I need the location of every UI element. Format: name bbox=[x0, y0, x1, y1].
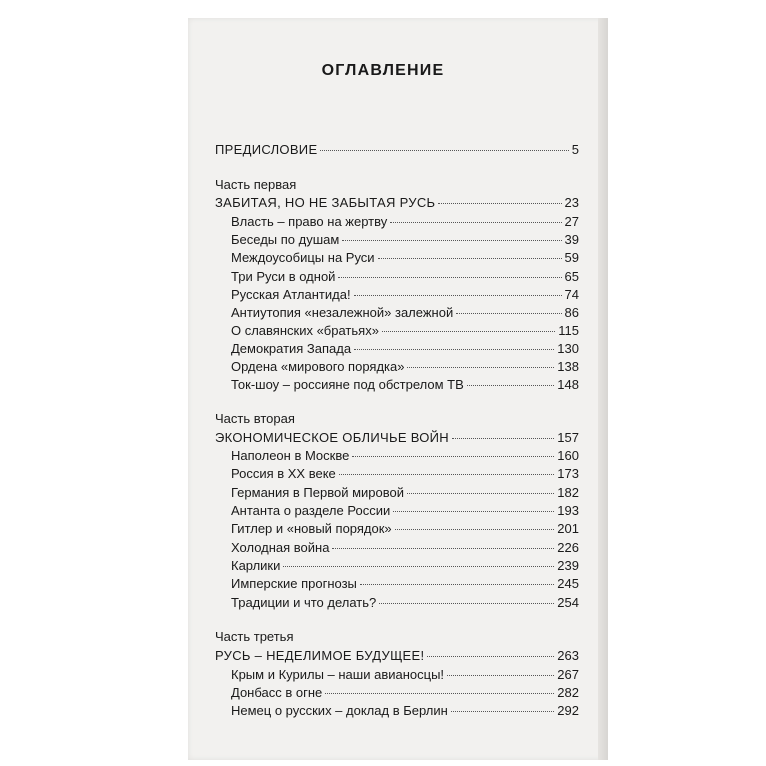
toc-entry bbox=[231, 447, 579, 465]
leader-dots bbox=[325, 693, 554, 694]
toc-title: ОГЛАВЛЕНИЕ bbox=[321, 62, 445, 79]
toc-entry-label: Немец о русских – доклад в Берлин bbox=[231, 703, 448, 718]
toc-entry-label: Карлики bbox=[231, 558, 281, 573]
toc-entry bbox=[231, 465, 579, 483]
leader-dots bbox=[354, 295, 562, 296]
toc-entry bbox=[231, 286, 579, 304]
toc-entry-label: Наполеон в Москве bbox=[231, 448, 350, 463]
toc-entry-label: Антанта о разделе России bbox=[231, 503, 391, 518]
toc-entry-page: 282 bbox=[557, 685, 579, 700]
toc-entry-page: 86 bbox=[564, 305, 579, 320]
toc-entry-label: Россия в XX веке bbox=[231, 466, 336, 481]
toc-entry-page: 138 bbox=[557, 359, 579, 374]
toc-part-heading bbox=[215, 429, 579, 447]
toc-entry bbox=[231, 557, 579, 575]
toc-entry-label: Междоусобицы на Руси bbox=[231, 250, 375, 265]
leader-dots bbox=[393, 511, 554, 512]
toc-entry-label: ЗАБИТАЯ, НО НЕ ЗАБЫТАЯ РУСЬ bbox=[215, 195, 436, 210]
toc-entry-label: Демократия Запада bbox=[231, 341, 352, 356]
leader-dots bbox=[407, 493, 554, 494]
leader-dots bbox=[352, 456, 554, 457]
leader-dots bbox=[378, 258, 562, 259]
toc-entry bbox=[231, 322, 579, 340]
toc-entry-label: Имперские прогнозы bbox=[231, 576, 357, 591]
toc-entry bbox=[231, 594, 579, 612]
toc-entry-page: 23 bbox=[564, 195, 579, 210]
toc-entry bbox=[231, 231, 579, 249]
toc-entry-page: 182 bbox=[557, 485, 579, 500]
toc-entry bbox=[231, 340, 579, 358]
toc-entry bbox=[231, 268, 579, 286]
toc-entry bbox=[231, 484, 579, 502]
toc-entry-label: Три Руси в одной bbox=[231, 269, 336, 284]
toc-part-heading bbox=[215, 647, 579, 665]
leader-dots bbox=[354, 349, 554, 350]
leader-dots bbox=[451, 711, 555, 712]
toc-entry bbox=[231, 376, 579, 394]
toc-entry bbox=[231, 249, 579, 267]
toc-entry bbox=[231, 502, 579, 520]
part-label: Часть третья bbox=[215, 629, 294, 644]
toc-entry-page: 27 bbox=[564, 214, 579, 229]
leader-dots bbox=[427, 656, 554, 657]
toc-part-heading bbox=[215, 194, 579, 212]
leader-dots bbox=[467, 385, 555, 386]
leader-dots bbox=[395, 529, 555, 530]
toc-entry bbox=[231, 520, 579, 538]
toc-entry-label: Власть – право на жертву bbox=[231, 214, 388, 229]
toc-entry-page: 201 bbox=[557, 521, 579, 536]
toc-entry-label: Ордена «мирового порядка» bbox=[231, 359, 405, 374]
toc-entry-page: 115 bbox=[558, 323, 579, 338]
toc-entry bbox=[231, 358, 579, 376]
toc-entry-label: Холодная война bbox=[231, 540, 330, 555]
toc-entry-label: ПРЕДИСЛОВИЕ bbox=[215, 142, 318, 157]
leader-dots bbox=[407, 367, 554, 368]
leader-dots bbox=[283, 566, 554, 567]
leader-dots bbox=[382, 331, 555, 332]
leader-dots bbox=[438, 203, 561, 204]
toc-entry bbox=[231, 702, 579, 720]
part-label: Часть вторая bbox=[215, 411, 295, 426]
toc-entry-page: 263 bbox=[557, 648, 579, 663]
leader-dots bbox=[360, 584, 554, 585]
leader-dots bbox=[320, 150, 568, 151]
page-edge-shadow bbox=[598, 18, 608, 760]
leader-dots bbox=[332, 548, 554, 549]
leader-dots bbox=[390, 222, 561, 223]
toc-entry-page: 193 bbox=[557, 503, 579, 518]
toc-entry-page: 267 bbox=[557, 667, 579, 682]
toc-entry-page: 254 bbox=[557, 595, 579, 610]
toc-entry-label: Донбасс в огне bbox=[231, 685, 323, 700]
toc-entry-label: Антиутопия «незалежной» залежной bbox=[231, 305, 454, 320]
toc-entry-page: 39 bbox=[564, 232, 579, 247]
leader-dots bbox=[339, 474, 555, 475]
toc-entry-page: 239 bbox=[557, 558, 579, 573]
toc-entry-label: Гитлер и «новый порядок» bbox=[231, 521, 392, 536]
leader-dots bbox=[447, 675, 554, 676]
toc-entry-page: 245 bbox=[557, 576, 579, 591]
leader-dots bbox=[379, 603, 554, 604]
leader-dots bbox=[342, 240, 561, 241]
toc-entry-page: 173 bbox=[557, 466, 579, 481]
leader-dots bbox=[456, 313, 561, 314]
toc-entry bbox=[231, 304, 579, 322]
toc-entry-page: 157 bbox=[557, 430, 579, 445]
toc-entry-page: 59 bbox=[564, 250, 579, 265]
toc-entry-page: 65 bbox=[564, 269, 579, 284]
toc-entry-page: 148 bbox=[557, 377, 579, 392]
toc-entry bbox=[231, 575, 579, 593]
toc-entry-label: Русская Атлантида! bbox=[231, 287, 351, 302]
toc-entry-page: 226 bbox=[557, 540, 579, 555]
toc-entry-page: 130 bbox=[557, 341, 579, 356]
toc-entry-page: 74 bbox=[564, 287, 579, 302]
toc-entry bbox=[231, 213, 579, 231]
toc-entry-page: 160 bbox=[557, 448, 579, 463]
toc-entry-preface bbox=[215, 141, 579, 159]
leader-dots bbox=[452, 438, 554, 439]
toc-entry bbox=[231, 684, 579, 702]
part-label: Часть первая bbox=[215, 177, 297, 192]
toc-entry bbox=[231, 539, 579, 557]
toc-entry bbox=[231, 666, 579, 684]
toc-entry-label: Ток-шоу – россияне под обстрелом ТВ bbox=[231, 377, 464, 392]
toc-entry-label: Беседы по душам bbox=[231, 232, 340, 247]
leader-dots bbox=[338, 277, 561, 278]
toc-entry-label: Традиции и что делать? bbox=[231, 595, 377, 610]
toc-entry-page: 292 bbox=[557, 703, 579, 718]
toc-entry-label: Крым и Курилы – наши авианосцы! bbox=[231, 667, 445, 682]
toc-entry-label: ЭКОНОМИЧЕСКОЕ ОБЛИЧЬЕ ВОЙН bbox=[215, 430, 449, 445]
toc-entry-label: Германия в Первой мировой bbox=[231, 485, 404, 500]
toc-entry-label: РУСЬ – НЕДЕЛИМОЕ БУДУЩЕЕ! bbox=[215, 648, 425, 663]
toc-entry-page: 5 bbox=[571, 142, 579, 157]
toc-entry-label: О славянских «братьях» bbox=[231, 323, 379, 338]
